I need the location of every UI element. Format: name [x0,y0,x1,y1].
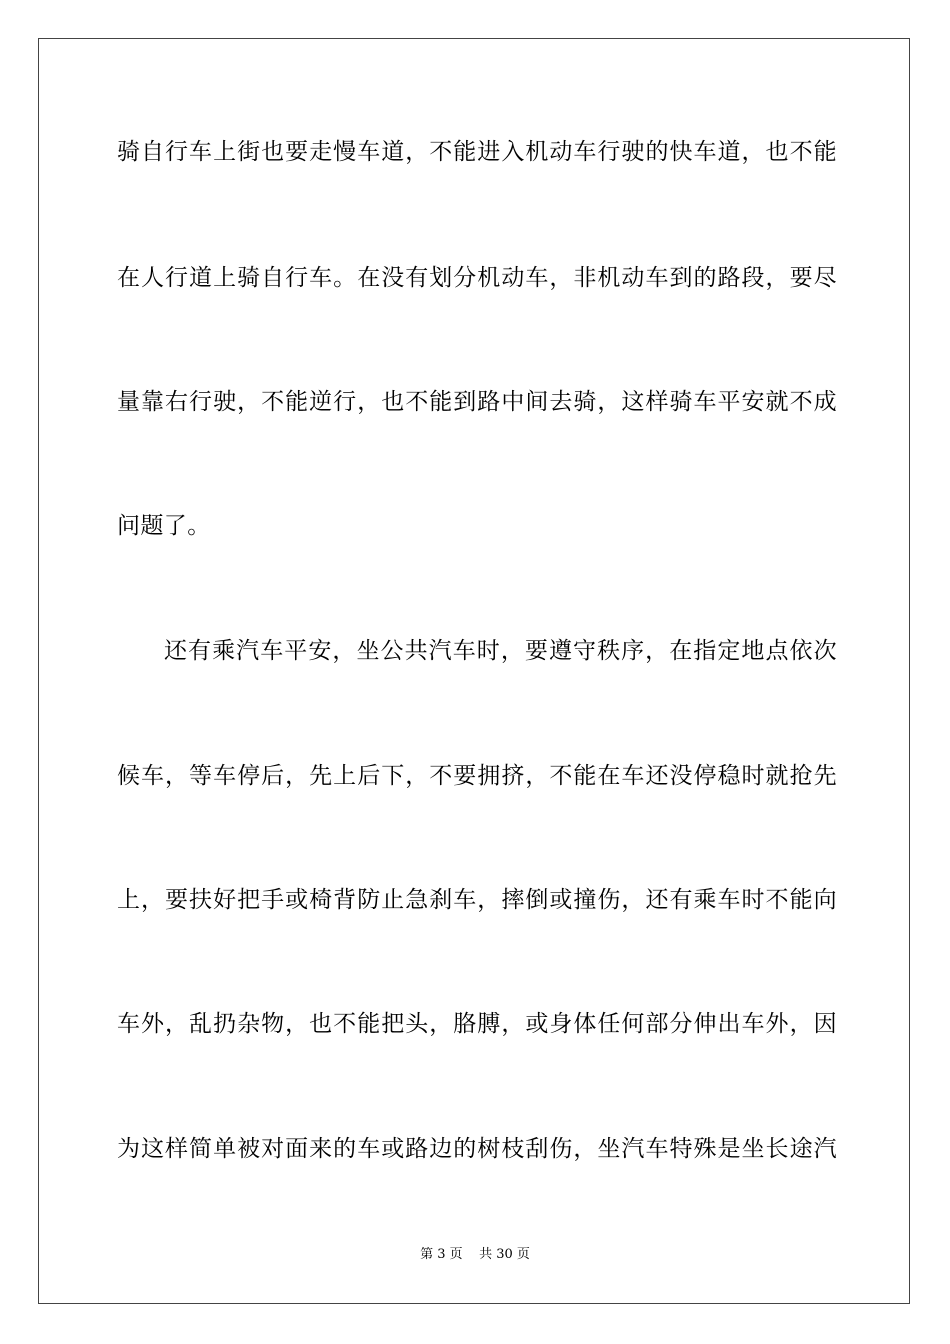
paragraph-2-line-2: 候车，等车停后，先上后下，不要拥挤，不能在车还没停稳时就抢先 [117,763,837,789]
paragraph-2-line-1: 还有乘汽车平安，坐公共汽车时，要遵守秩序，在指定地点依次 [164,638,837,664]
paragraph-2-line-5: 为这样简单被对面来的车或路边的树枝刮伤，坐汽车特殊是坐长途汽 [117,1136,837,1162]
paragraph-1-line-1: 骑自行车上街也要走慢车道，不能进入机动车行驶的快车道，也不能 [117,139,837,165]
paragraph-1-line-3: 量靠右行驶，不能逆行，也不能到路中间去骑，这样骑车平安就不成 [117,389,837,415]
paragraph-2-line-3: 上，要扶好把手或椅背防止急刹车，摔倒或撞伤，还有乘车时不能向 [117,887,837,913]
paragraph-1-line-4: 问题了。 [117,513,211,539]
page-border [38,38,910,1304]
paragraph-1-line-2: 在人行道上骑自行车。在没有划分机动车，非机动车到的路段，要尽 [117,265,837,291]
paragraph-2-line-4: 车外，乱扔杂物，也不能把头，胳膊，或身体任何部分伸出车外，因 [117,1011,837,1037]
page-number-footer: 第 3 页 共 30 页 [420,1247,530,1262]
